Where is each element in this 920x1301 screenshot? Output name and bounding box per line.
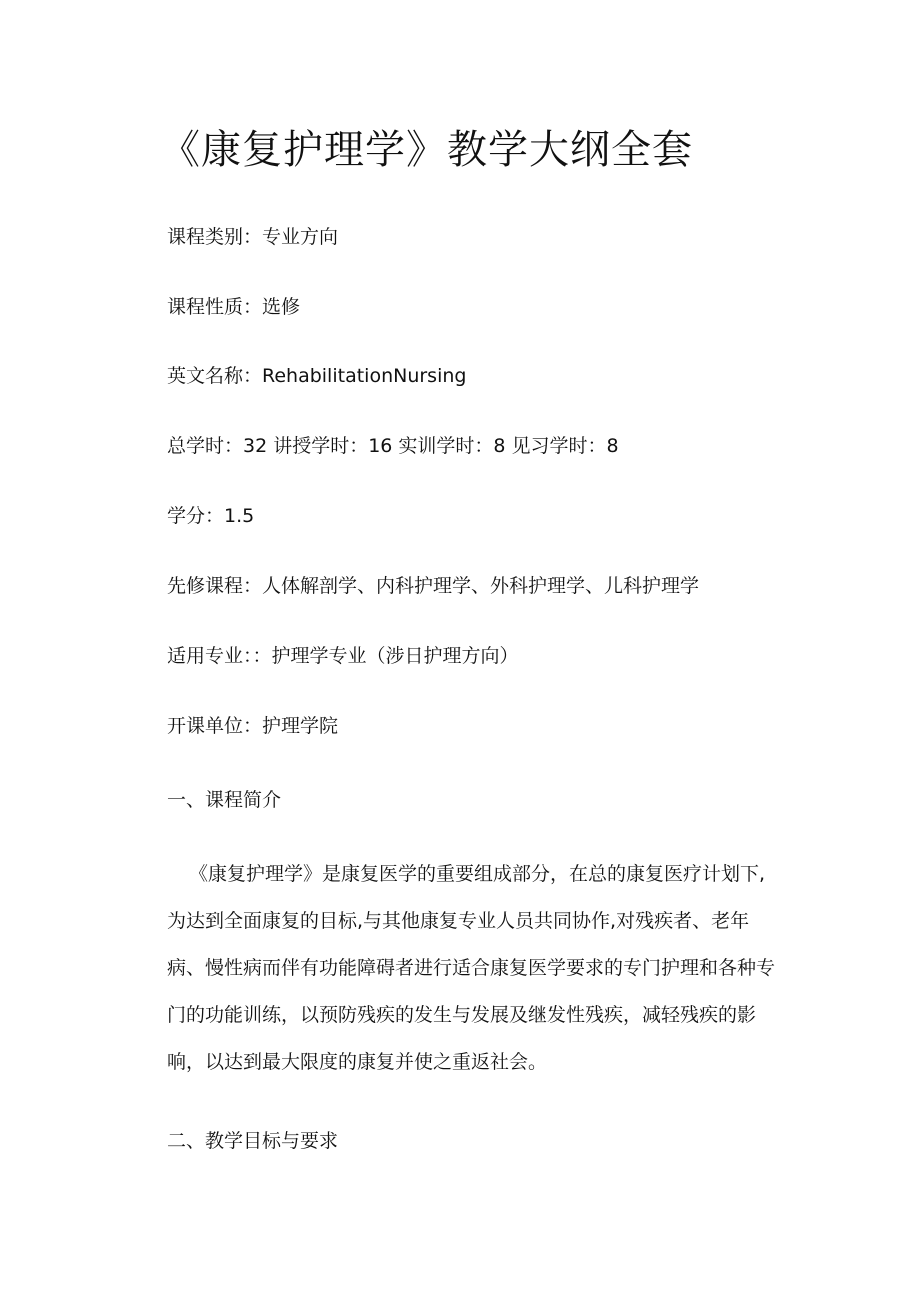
- field-course-category: 课程类别：专业方向: [167, 226, 339, 248]
- field-prerequisites: 先修课程：人体解剖学、内科护理学、外科护理学、儿科护理学: [167, 575, 700, 597]
- field-total-hours: 总学时：32 讲授学时：16 实训学时：8 见习学时：8: [167, 435, 619, 457]
- field-offering-unit: 开课单位：护理学院: [167, 715, 339, 737]
- field-applicable-major: 适用专业：：护理学专业（涉日护理方向）: [167, 645, 519, 667]
- document-title: 《康复护理学》教学大纲全套: [160, 127, 693, 173]
- field-credits: 学分：1.5: [167, 505, 255, 527]
- field-english-name: 英文名称：RehabilitationNursing: [167, 365, 467, 387]
- section-heading-teaching-goals: 二、教学目标与要求: [167, 1130, 339, 1152]
- field-course-nature: 课程性质：选修: [167, 296, 301, 318]
- section-body-course-intro: 《康复护理学》是康复医学的重要组成部分，在总的康复医疗计划下,为达到全面康复的目标,与其他康复专业人员共同协作,对残疾者、老年病、慢性病而伴有功能障碍者进行适合康复医学要求的专门护理和各种专门的功能训练，以预防残疾的发生与发展及继发性残疾，减轻残疾的影响，以达到最大限度的康复并使之重返社会。: [167, 863, 776, 1073]
- section-heading-course-intro: 一、课程简介: [167, 789, 282, 811]
